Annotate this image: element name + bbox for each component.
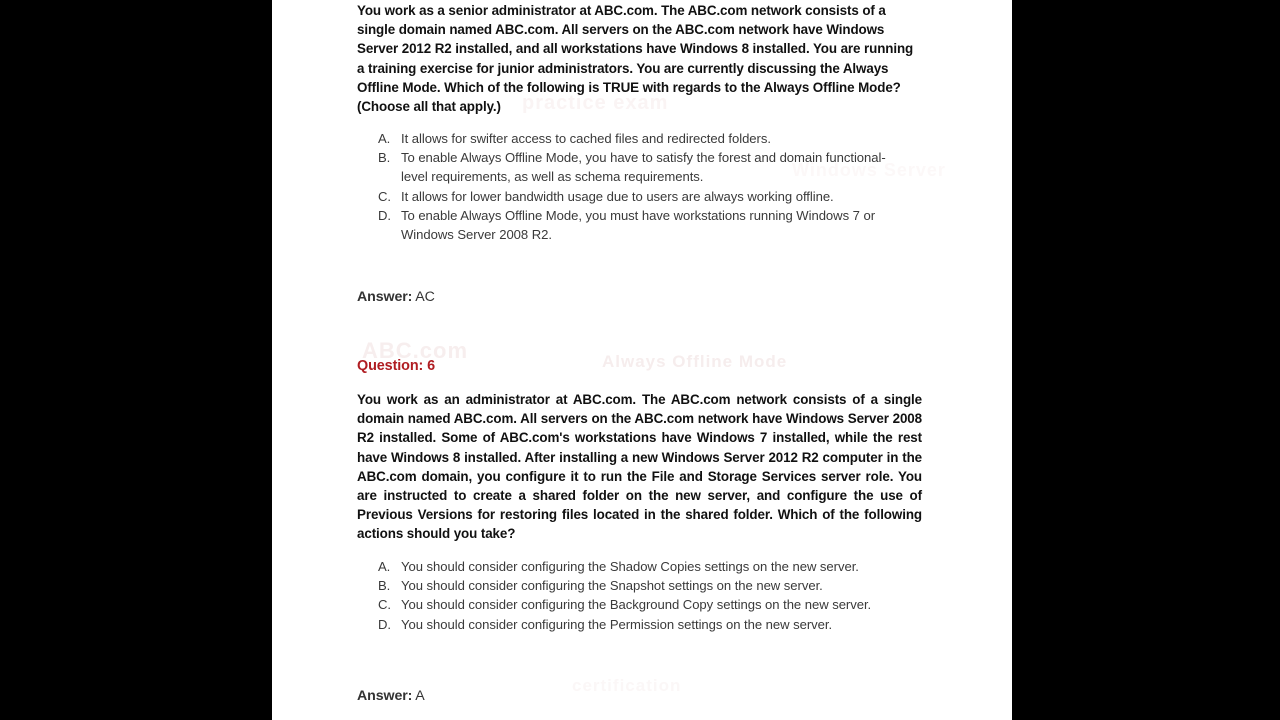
question-5-options [357, 129, 927, 244]
option-text: It allows for lower bandwidth usage due to users are always working offline. [401, 188, 834, 204]
option-text: To enable Always Offline Mode, you must have workstations running Windows 7 or Windows Server 2008 R2. [401, 207, 876, 243]
option-text: You should consider configuring the Shadow Copies settings on the new server. [401, 559, 859, 574]
option-item[interactable] [357, 576, 927, 595]
question-6-body: You work as an administrator at ABC.com. The ABC.com network consists of a single domain named ABC.com. All servers on the ABC.com network have Windows Server 2008 R2 installed. Some of ABC.com's workstations have Windows 7 installed, while the rest have Windows 8 installed. After installing a new Windows Server 2012 R2 computer in the ABC.com domain, you configure it to run the File and Storage Services server role. You are instructed to create a shared folder on the new server, and configure the use of Previous Versions for restoring files located in the shared folder. Which of the following actions should you take? [357, 392, 922, 542]
option-text: You should consider configuring the Snapshot settings on the new server. [401, 578, 823, 594]
option-item[interactable] [357, 615, 927, 634]
answer-value: A [415, 688, 425, 704]
option-letter: D. [378, 207, 391, 223]
option-item[interactable] [357, 595, 927, 614]
answer-label: Answer: [357, 688, 413, 704]
option-item[interactable] [357, 557, 927, 576]
letterbox-bar-left [0, 0, 272, 720]
option-letter: D. [378, 616, 391, 632]
option-item[interactable] [357, 206, 927, 244]
option-text: It allows for swifter access to cached files and redirected folders. [401, 131, 771, 146]
question-6-options [357, 557, 927, 634]
option-text: You should consider configuring the Permission settings on the new server. [401, 616, 833, 632]
option-letter: C. [378, 597, 391, 613]
watermark-text: practice exam [522, 92, 669, 114]
option-text: You should consider configuring the Background Copy settings on the new server. [401, 597, 872, 613]
option-item[interactable] [357, 187, 927, 206]
answer-value: AC [415, 289, 435, 305]
option-letter: B. [378, 150, 391, 166]
letterbox-bar-right [1012, 0, 1280, 720]
option-item[interactable] [357, 129, 927, 148]
option-letter: C. [378, 188, 391, 204]
question-6-heading: Question: 6 [357, 358, 436, 374]
question-6-answer [357, 687, 425, 706]
watermark-text: Always Offline Mode [602, 352, 788, 371]
question-5-body: You work as a senior administrator at ABC.com. The ABC.com network consists of a single domain named ABC.com. All servers on the ABC.com network have Windows Server 2012 R2 installed, and all workstations have Windows 8 installed. You are running a training exercise for junior administrators. You are currently discussing the Always Offline Mode. Which of the following is TRUE with regards to the Always Offline Mode? (Choose all that apply.) [357, 3, 914, 115]
watermark-text: ABC.com [362, 338, 469, 363]
watermark-text: Windows Server [792, 160, 946, 180]
option-letter: B. [378, 578, 391, 594]
question-5-answer [357, 288, 435, 307]
option-letter: A. [378, 559, 391, 574]
answer-label: Answer: [357, 289, 413, 305]
option-item[interactable] [357, 148, 927, 186]
document-page [272, 0, 1012, 720]
watermark-text: certification [572, 676, 682, 695]
option-text: To enable Always Offline Mode, you have to satisfy the forest and domain functional-level requirements, as well as schema requirements. [401, 150, 886, 185]
option-letter: A. [378, 131, 391, 146]
